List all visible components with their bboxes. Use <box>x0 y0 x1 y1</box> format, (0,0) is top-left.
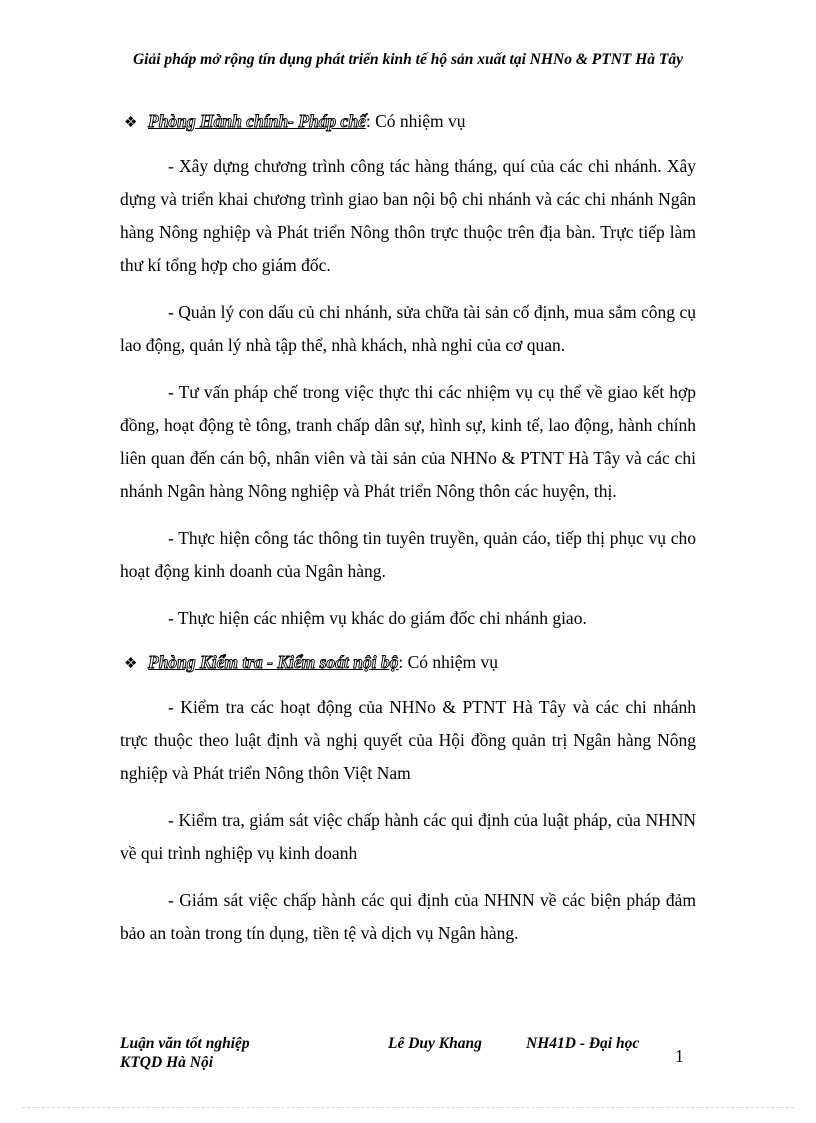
section-title: Phòng Kiểm tra - Kiểm soát nội bộ <box>148 652 399 672</box>
paragraph: - Kiểm tra, giám sát việc chấp hành các qui định của luật pháp, của NHNN về qui trình nghiệp vụ kinh doanh <box>120 810 696 863</box>
paragraph: - Giám sát việc chấp hành các qui định của NHNN về các biện pháp đảm bảo an toàn trong tín dụng, tiền tệ và dịch vụ Ngân hàng. <box>120 890 696 943</box>
footer-class: NH41D - Đại học <box>526 1035 640 1052</box>
section-administration <box>120 108 696 635</box>
section-title-suffix: : Có nhiệm vụ <box>365 111 466 131</box>
diamond-bullet-icon: ❖ <box>124 656 138 672</box>
paragraph: - Thực hiện công tác thông tin tuyên truyền, quản cáo, tiếp thị phục vụ cho hoạt động kinh doanh của Ngân hàng. <box>120 528 696 581</box>
document-body <box>120 108 696 964</box>
footer-author: Lê Duy Khang <box>388 1035 482 1052</box>
section-internal-audit <box>120 649 696 950</box>
section-heading <box>124 649 696 677</box>
paragraph: - Quản lý con dấu củ chi nhánh, sửa chữa tài sản cố định, mua sắm công cụ lao động, quản lý nhà tập thể, nhà khách, nhà nghỉ của cơ quan. <box>120 302 696 355</box>
footer-thesis-info <box>120 1034 250 1072</box>
footer-thesis-label: Luận văn tốt nghiệp <box>120 1035 250 1052</box>
paragraph: - Xây dựng chương trình công tác hàng tháng, quí của các chi nhánh. Xây dựng và triển khai chương trình giao ban nội bộ chi nhánh và các chi nhánh Ngân hàng Nông nghiệp và Phát triển Nông thôn trực thuộc trên địa bàn. Trực tiếp làm thư kí tổng hợp cho giám đốc. <box>120 156 696 275</box>
paragraph: - Thực hiện các nhiệm vụ khác do giám đốc chi nhánh giao. <box>168 608 587 628</box>
section-title: Phòng Hành chính- Pháp chế <box>148 111 366 131</box>
section-heading <box>124 108 696 136</box>
footer-school: KTQD Hà Nội <box>120 1054 213 1071</box>
paragraph: - Tư vấn pháp chế trong việc thực thi các nhiệm vụ cụ thể về giao kết hợp đồng, hoạt động tè tông, tranh chấp dân sự, hình sự, kinh tế, lao động, hành chính liên quan đến cán bộ, nhân viên và tài sản của NHNo & PTNT Hà Tây và các chi nhánh Ngân hàng Nông nghiệp và Phát triển Nông thôn các huyện, thị. <box>120 382 696 501</box>
section-title-suffix: : Có nhiệm vụ <box>398 652 499 672</box>
page-number: 1 <box>675 1046 684 1066</box>
page-header: Giải pháp mở rộng tín dụng phát triển kinh tế hộ sản xuất tại NHNo & PTNT Hà Tây <box>132 51 684 68</box>
diamond-bullet-icon: ❖ <box>124 115 138 131</box>
page-bottom-divider <box>22 1107 794 1108</box>
paragraph: - Kiểm tra các hoạt động của NHNo & PTNT Hà Tây và các chi nhánh trực thuộc theo luật định và nghị quyết của Hội đồng quản trị Ngân hàng Nông nghiệp và Phát triển Nông thôn Việt Nam <box>120 697 696 783</box>
